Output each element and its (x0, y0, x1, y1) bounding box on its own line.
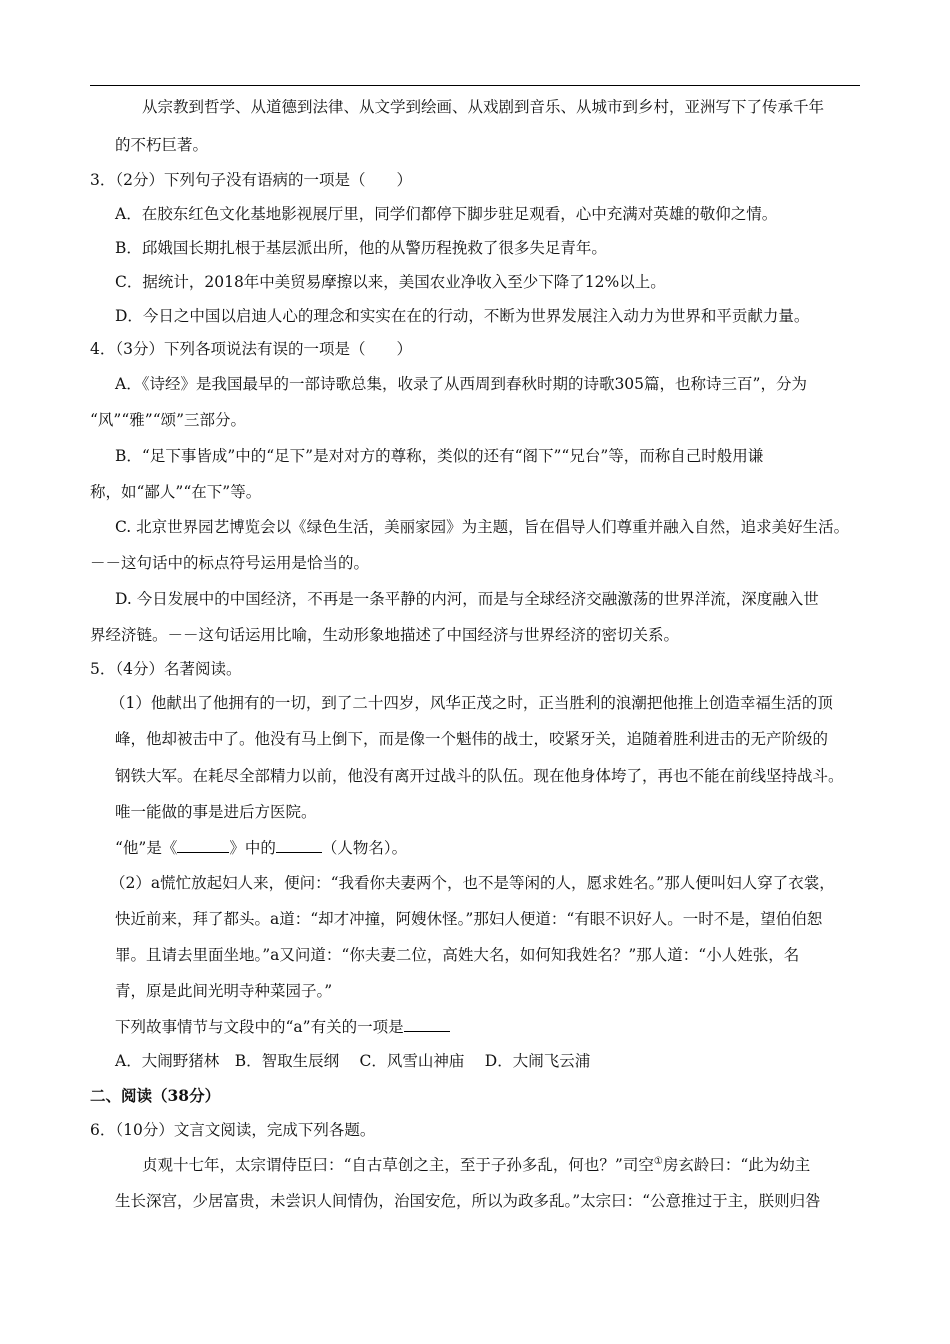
fill-suffix: （人物名）。 (321, 839, 408, 857)
question-5-prompt-line (115, 1017, 450, 1037)
question-5-passage-1-line-1: （1）他献出了他拥有的一切，到了二十四岁，风华正茂之时，正当胜利的浪潮把他推上创造幸福生活的顶 (110, 694, 833, 712)
footnote-marker: ① (653, 1155, 663, 1167)
passage-text-b: 房玄龄曰：“此为幼主 (662, 1156, 811, 1174)
question-4-option-b-line-1: B．“足下事皆成”中的“足下”是对对方的尊称，类似的还有“阁下”“兄台”等，而称自己时般用谦 (115, 447, 764, 465)
intro-line-1: 从宗教到哲学、从道德到法律、从文学到绘画、从戏剧到音乐、从城市到乡村，亚洲写下了传承千年 (142, 98, 825, 116)
question-5-passage-1-line-4: 唯一能做的事是进后方医院。 (115, 803, 317, 821)
question-5-passage-2-line-1: （2）a慌忙放起妇人来，便问：“我看你夫妻两个，也不是等闲的人，愿求姓名。”那人便叫妇人穿了衣裳， (110, 874, 835, 892)
question-5-options: A．大闹野猪林 B．智取生辰纲 C．风雪山神庙 D．大闹飞云浦 (115, 1052, 591, 1070)
question-5-passage-1-line-2: 峰，他却被击中了。他没有马上倒下，而是像一个魁伟的战士，咬紧牙关，追随着胜利进击的无产阶级的 (115, 730, 829, 748)
question-4-option-c-line-2: －－这句话中的标点符号运用是恰当的。 (90, 554, 370, 572)
character-name-blank[interactable] (276, 852, 322, 853)
fill-prefix: “他”是《 (115, 839, 178, 857)
question-3-option-c: C．据统计，2018年中美贸易摩擦以来，美国农业净收入至少下降了12%以上。 (115, 273, 666, 291)
question-5-passage-1-line-3: 钢铁大军。在耗尽全部精力以前，他没有离开过战斗的队伍。现在他身体垮了，再也不能在前线坚持战斗。 (115, 767, 844, 785)
question-5-fill-line (115, 838, 407, 858)
question-4-stem: 4．（3分）下列各项说法有误的一项是（ ） (90, 340, 412, 358)
question-5-passage-2-line-2: 快近前来，拜了都头。a道：“却才冲撞，阿嫂休怪。”那妇人便道：“有眼不识好人。一时不是，望伯伯恕 (115, 910, 823, 928)
question-5-passage-2-line-3: 罪。且请去里面坐地。”a又问道：“你夫妻二位，高姓大名，如何知我姓名？”那人道：“小人姓张，名 (115, 946, 800, 964)
question-4-option-d-line-2: 界经济链。－－这句话运用比喻，生动形象地描述了中国经济与世界经济的密切关系。 (90, 626, 680, 644)
question-3-option-b: B．邱娥国长期扎根于基层派出所，他的从警历程挽救了很多失足青年。 (115, 239, 607, 257)
question-4-option-b-line-2: 称，如“鄙人”“在下”等。 (90, 483, 262, 501)
question-3-stem: 3．（2分）下列句子没有语病的一项是（ ） (90, 171, 412, 189)
answer-blank[interactable] (404, 1031, 450, 1032)
question-4-option-a-line-1: A．《诗经》是我国最早的一部诗歌总集，收录了从西周到春秋时期的诗歌305篇，也称诗三百”，分为 (115, 375, 807, 393)
book-title-blank[interactable] (177, 852, 229, 853)
question-4-option-c-line-1: C. 北京世界园艺博览会以《绿色生活，美丽家园》为主题，旨在倡导人们尊重并融入自然，追求美好生活。 (115, 518, 850, 536)
fill-middle: 》中的 (229, 839, 276, 857)
question-4-option-d-line-1: D. 今日发展中的中国经济，不再是一条平静的内河，而是与全球经济交融激荡的世界洋流，深度融入世 (115, 590, 819, 608)
question-5-passage-2-line-4: 青，原是此间光明寺种菜园子。” (115, 982, 333, 1000)
question-5-stem: 5．（4分）名著阅读。 (90, 660, 242, 678)
question-6-passage-line-1 (142, 1155, 810, 1175)
question-6-stem: 6．（10分）文言文阅读，完成下列各题。 (90, 1121, 376, 1139)
question-4-option-a-line-2: “风”“雅”“颂”三部分。 (90, 411, 247, 429)
question-3-option-a: A．在胶东红色文化基地影视展厅里，同学们都停下脚步驻足观看，心中充满对英雄的敬仰之情。 (115, 205, 778, 223)
question-6-passage-line-2: 生长深宫，少居富贵，未尝识人间情伪，治国安危，所以为政多乱。”太宗曰：“公意推过于主，朕则归咎 (115, 1192, 821, 1210)
question-3-option-d: D．今日之中国以启迪人心的理念和实实在在的行动，不断为世界发展注入动力为世界和平贡献力量。 (115, 307, 810, 325)
question-5-prompt: 下列故事情节与文段中的“a”有关的一项是 (115, 1018, 404, 1036)
section-2-heading: 二、阅读（38分） (90, 1086, 221, 1105)
header-rule (90, 85, 860, 86)
passage-text-a: 贞观十七年，太宗谓侍臣曰：“自古草创之主，至于子孙多乱，何也？”司空 (142, 1156, 654, 1174)
intro-line-2: 的不朽巨著。 (115, 136, 209, 154)
